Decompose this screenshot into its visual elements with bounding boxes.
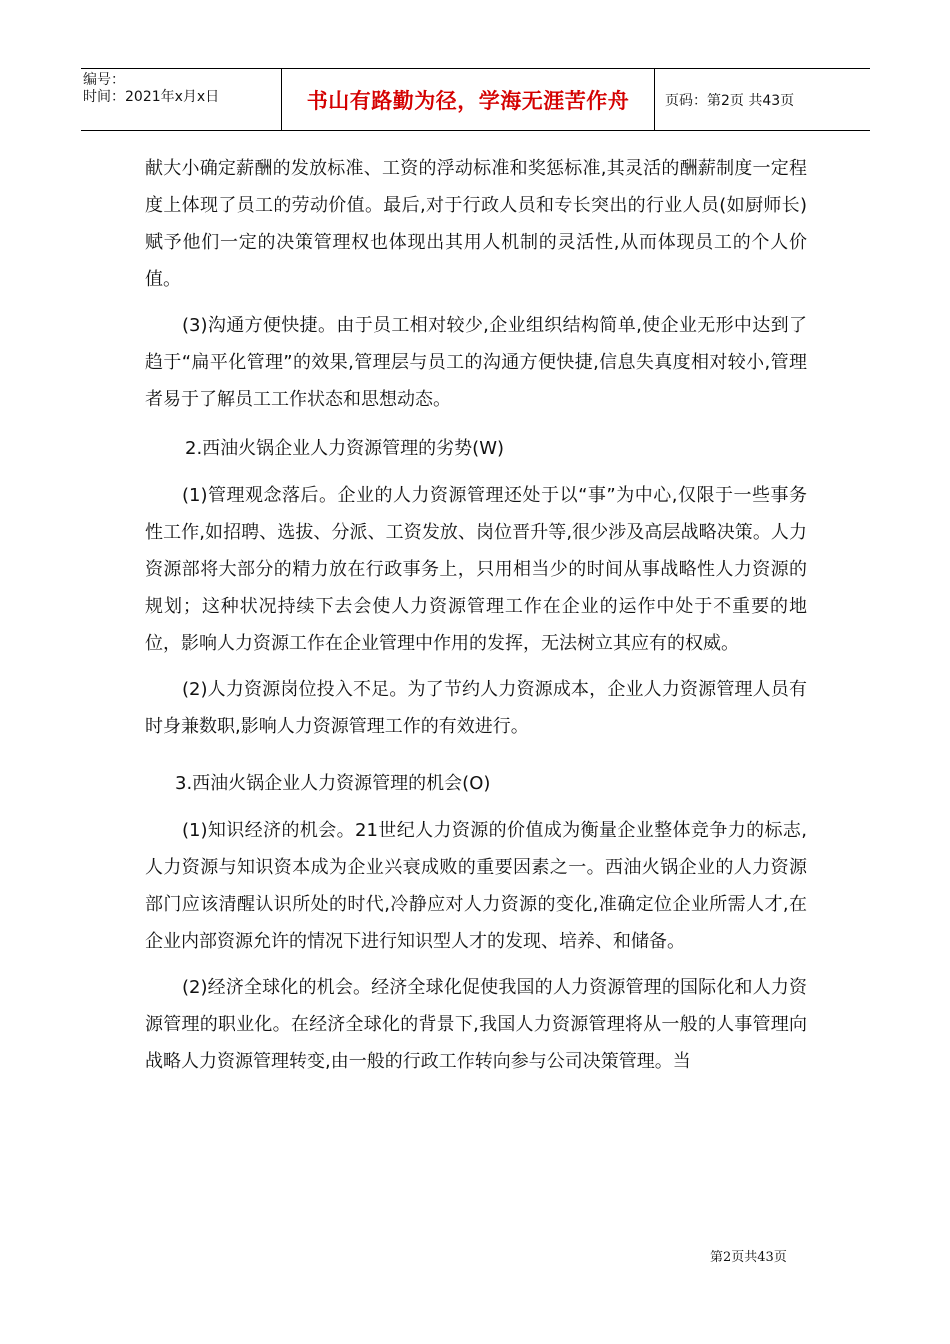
header-meta [81, 69, 282, 130]
section-heading: 2.西油火锅企业人力资源管理的劣势(W) [185, 438, 505, 459]
header-motto-cell [282, 69, 655, 130]
header-page-info-cell [655, 69, 870, 130]
header-motto: 书山有路勤为径，学海无涯苦作舟 [306, 88, 630, 113]
header-page-info: 页码：第2页 共43页 [665, 92, 795, 109]
doc-number-label: 编号： [83, 72, 125, 88]
paragraph: (2)人力资源岗位投入不足。为了节约人力资源成本，企业人力资源管理人员有时身兼数职,影响人力资源管理工作的有效进行。 [145, 679, 807, 737]
paragraph: (2)经济全球化的机会。经济全球化促使我国的人力资源管理的国际化和人力资源管理的职业化。在经济全球化的背景下,我国人力资源管理将从一般的人事管理向战略人力资源管理转变,由一般的行政工作转向参与公司决策管理。当 [145, 977, 807, 1072]
document-body [145, 150, 807, 1089]
paragraph: 献大小确定薪酬的发放标准、工资的浮动标准和奖惩标准,其灵活的酬薪制度一定程度上体现了员工的劳动价值。最后,对于行政人员和专长突出的行业人员(如厨师长)赋予他们一定的决策管理权也体现出其用人机制的灵活性,从而体现员工的个人价值。 [145, 158, 807, 290]
paragraph: (1)知识经济的机会。21世纪人力资源的价值成为衡量企业整体竞争力的标志,人力资源与知识资本成为企业兴衰成败的重要因素之一。西油火锅企业的人力资源部门应该清醒认识所处的时代,冷静应对人力资源的变化,准确定位企业所需人才,在企业内部资源允许的情况下进行知识型人才的发现、培养、和储备。 [145, 820, 807, 952]
doc-time-label: 时间：2021年x月x日 [83, 89, 220, 105]
section-heading: 3.西油火锅企业人力资源管理的机会(O) [175, 773, 491, 794]
paragraph: (1)管理观念落后。企业的人力资源管理还处于以“事”为中心,仅限于一些事务性工作,如招聘、选拔、分派、工资发放、岗位晋升等,很少涉及高层战略决策。人力资源部将大部分的精力放在行政事务上，只用相当少的时间从事战略性人力资源的规划；这种状况持续下去会使人力资源管理工作在企业的运作中处于不重要的地位，影响人力资源工作在企业管理中作用的发挥，无法树立其应有的权威。 [145, 485, 807, 654]
page-header [81, 68, 870, 131]
page-footer: 第2页共43页 [710, 1250, 787, 1265]
paragraph: (3)沟通方便快捷。由于员工相对较少,企业组织结构简单,使企业无形中达到了趋于“扁平化管理”的效果,管理层与员工的沟通方便快捷,信息失真度相对较小,管理者易于了解员工工作状态和思想动态。 [145, 315, 807, 410]
